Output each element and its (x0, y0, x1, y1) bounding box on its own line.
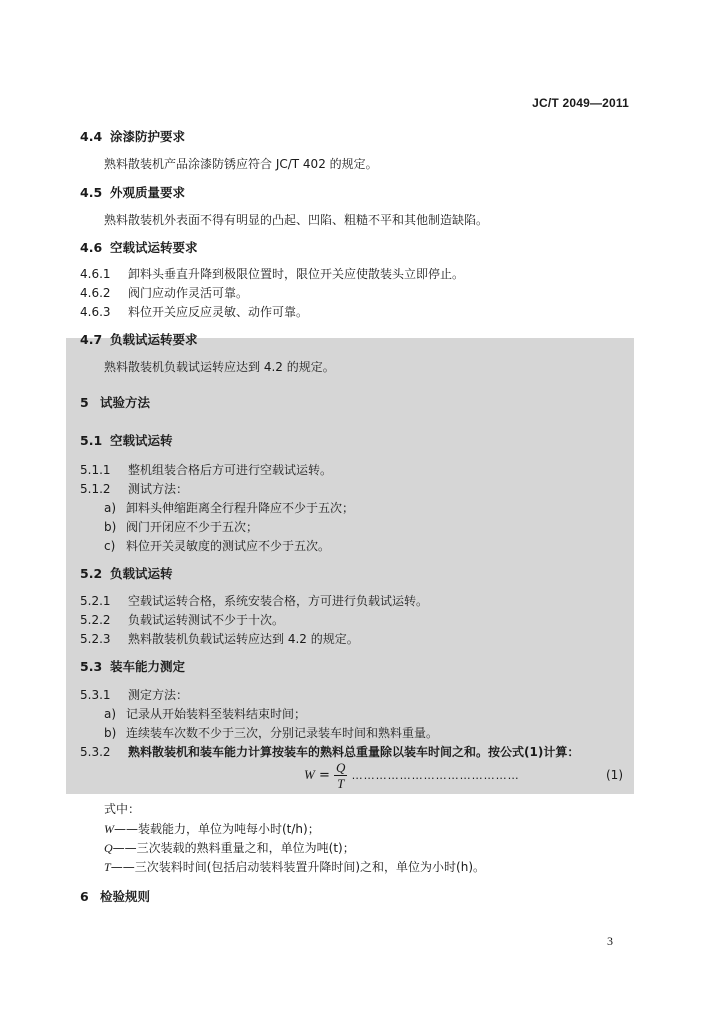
section-5-2-heading: 5.2 负载试运转 (80, 566, 173, 581)
clause-4-6-1: 4.6.1 卸料头垂直升降到极限位置时，限位开关应使散装头立即停止。 (80, 267, 465, 281)
clause-5-2-1: 5.2.1 空载试运转合格，系统安装合格，方可进行负载试运转。 (80, 594, 429, 608)
where-line: W——装载能力，单位为吨每小时(t/h)； (104, 822, 320, 836)
clause-5-1-2: 5.1.2 测试方法： (80, 482, 189, 496)
where-line: Q——三次装载的熟料重量之和，单位为吨(t)； (104, 841, 355, 855)
section-5-1-heading: 5.1 空载试运转 (80, 433, 173, 448)
list-item: b) 连续装车次数不少于三次，分别记录装车时间和熟料重量。 (104, 726, 439, 740)
standard-code: JC/T 2049—2011 (532, 96, 629, 110)
section-4-7-text: 熟料散装机负载试运转应达到 4.2 的规定。 (104, 360, 335, 374)
section-4-5-heading: 4.5 外观质量要求 (80, 185, 186, 200)
clause-5-1-1: 5.1.1 整机组装合格后方可进行空载试运转。 (80, 463, 333, 477)
section-4-7-heading: 4.7 负载试运转要求 (80, 332, 198, 347)
chapter-5-heading: 5 试验方法 (80, 395, 151, 410)
list-item: b) 阀门开闭应不少于五次； (104, 520, 259, 534)
list-item: a) 卸料头伸缩距离全行程升降应不少于五次； (104, 501, 355, 515)
formula-1: W = $\frac{Q}{T}$ …………………………………… (304, 760, 520, 791)
list-item: c) 料位开关灵敏度的测试应不少于五次。 (104, 539, 331, 553)
chapter-6-heading: 6 检验规则 (80, 889, 151, 904)
section-4-6-heading: 4.6 空载试运转要求 (80, 240, 198, 255)
page-number: 3 (607, 934, 613, 948)
clause-5-2-3: 5.2.3 熟料散装机负载试运转应达到 4.2 的规定。 (80, 632, 359, 646)
section-5-3-heading: 5.3 装车能力测定 (80, 659, 186, 674)
list-item: a) 记录从开始装料至装料结束时间； (104, 707, 307, 721)
clause-5-3-1: 5.3.1 测定方法： (80, 688, 189, 702)
formula-fraction: $\frac{Q}{T}$ (336, 760, 346, 791)
formula-number: (1) (606, 768, 623, 782)
clause-5-2-2: 5.2.2 负载试运转测试不少于十次。 (80, 613, 285, 627)
clause-5-3-2: 5.3.2 熟料散装机和装车能力计算按装车的熟料总重量除以装车时间之和。按公式(1)计算： (80, 745, 580, 759)
where-label: 式中： (104, 802, 141, 816)
section-4-4-heading: 4.4 涂漆防护要求 (80, 129, 186, 144)
section-4-5-text: 熟料散装机外表面不得有明显的凸起、凹陷、粗糙不平和其他制造缺陷。 (104, 213, 489, 227)
clause-4-6-3: 4.6.3 料位开关应反应灵敏、动作可靠。 (80, 305, 309, 319)
section-4-4-text: 熟料散装机产品涂漆防锈应符合 JC/T 402 的规定。 (104, 157, 378, 171)
where-line: T——三次装料时间(包括启动装料装置升降时间)之和，单位为小时(h)。 (104, 860, 486, 874)
clause-4-6-2: 4.6.2 阀门应动作灵活可靠。 (80, 286, 249, 300)
